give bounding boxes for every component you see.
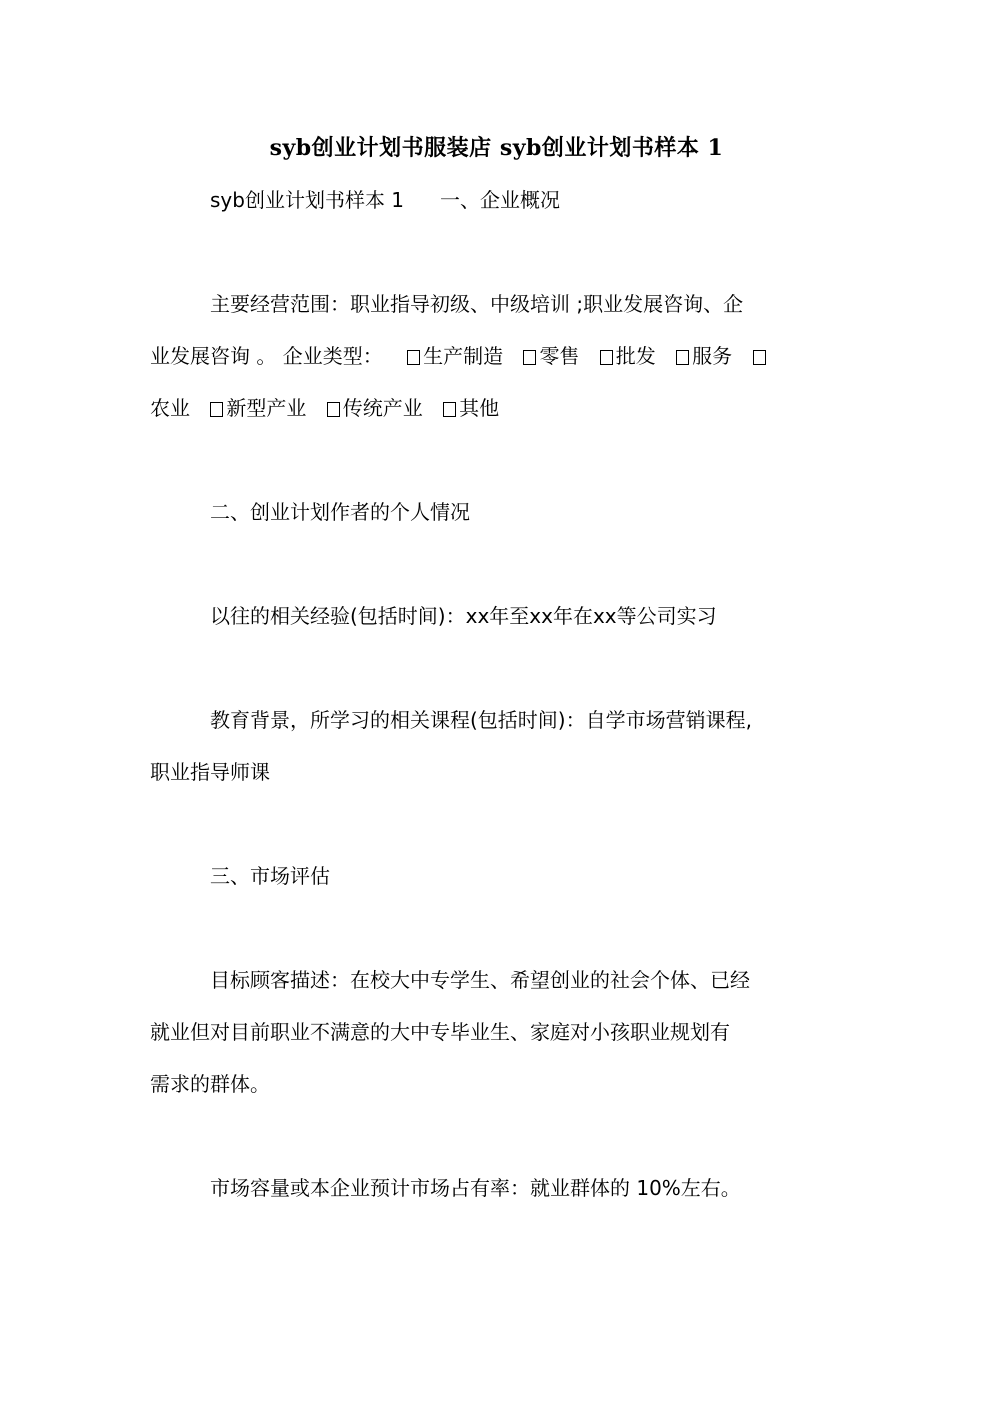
- target-customers-line2: 就业但对目前职业不满意的大中专毕业生、家庭对小孩职业规划有: [150, 1020, 730, 1044]
- enterprise-type-option: 其他: [459, 396, 500, 420]
- section2-heading: 二、创业计划作者的个人情况: [210, 500, 470, 524]
- target-customers-line1: 目标顾客描述：在校大中专学生、希望创业的社会个体、已经: [210, 968, 750, 992]
- checkbox-icon[interactable]: [600, 350, 613, 365]
- enterprise-type-label: 业发展咨询 。 企业类型：: [150, 344, 383, 368]
- enterprise-type-option: 新型产业: [226, 396, 307, 420]
- checkbox-icon[interactable]: [443, 402, 456, 417]
- business-scope-line3: [150, 393, 850, 423]
- intro-line: [210, 185, 910, 215]
- education-line2: 职业指导师课: [150, 760, 270, 784]
- document-title: syb创业计划书服装店 syb创业计划书样本 1: [269, 135, 724, 161]
- section1-heading: 一、企业概况: [440, 188, 561, 212]
- experience-line: 以往的相关经验(包括时间)：xx年至xx年在xx等公司实习: [210, 604, 717, 628]
- target-customers-line3: 需求的群体。: [150, 1072, 270, 1096]
- checkbox-icon[interactable]: [753, 350, 766, 365]
- education-line1: 教育背景，所学习的相关课程(包括时间)：自学市场营销课程,: [210, 708, 752, 732]
- business-scope-line2: [150, 341, 850, 371]
- enterprise-type-option: 生产制造: [423, 344, 504, 368]
- market-share-line: 市场容量或本企业预计市场占有率：就业群体的 10%左右。: [210, 1176, 741, 1200]
- business-scope-line1: 主要经营范围：职业指导初级、中级培训 ;职业发展咨询、企: [210, 292, 744, 316]
- section3-heading: 三、市场评估: [210, 864, 330, 888]
- subtitle-text: syb创业计划书样本 1: [210, 188, 405, 212]
- enterprise-type-option: 零售: [539, 344, 580, 368]
- checkbox-icon[interactable]: [523, 350, 536, 365]
- checkbox-icon[interactable]: [210, 402, 223, 417]
- enterprise-type-option: 服务: [692, 344, 733, 368]
- enterprise-type-option: 传统产业: [342, 396, 423, 420]
- enterprise-type-option: 批发: [615, 344, 656, 368]
- enterprise-type-option: 农业: [150, 396, 190, 420]
- checkbox-icon[interactable]: [327, 402, 340, 417]
- checkbox-icon[interactable]: [407, 350, 420, 365]
- checkbox-icon[interactable]: [676, 350, 689, 365]
